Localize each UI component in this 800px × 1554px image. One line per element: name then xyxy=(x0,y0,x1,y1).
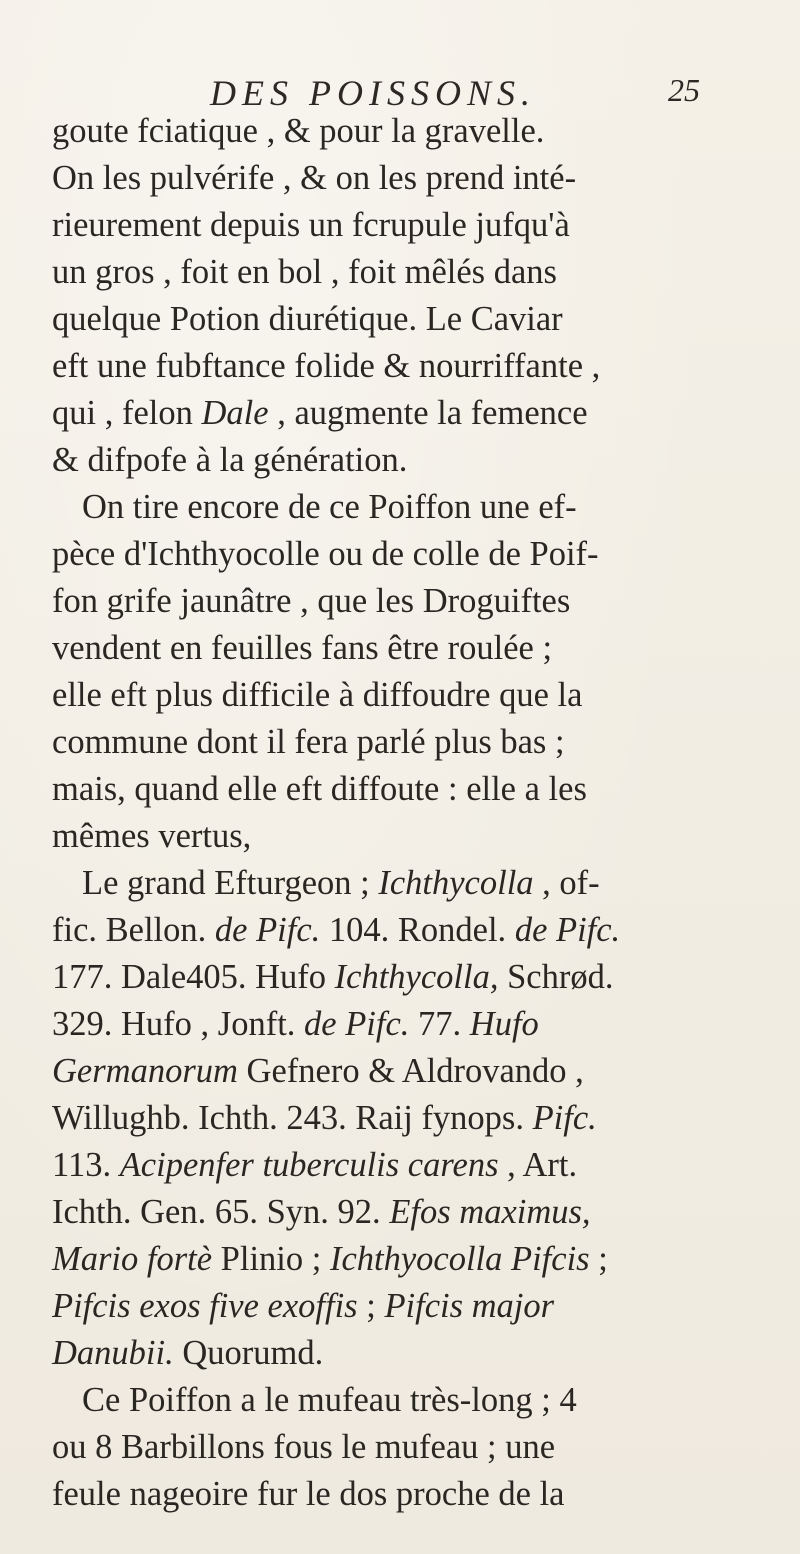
text-line: commune dont il fera parlé plus bas ; xyxy=(52,723,565,761)
body-text xyxy=(52,108,792,1518)
text-line: & difpofe à la génération. xyxy=(52,441,408,479)
text-line: On tire encore de ce Poiffon une ef- xyxy=(82,488,577,526)
text-line: rieurement depuis un fcrupule jufqu'à xyxy=(52,206,570,244)
text-line: Willughb. Ichth. 243. Raij fynops. Pifc. xyxy=(52,1099,597,1137)
text-line: pèce d'Ichthyocolle ou de colle de Poif- xyxy=(52,535,599,573)
text-line: goute fciatique , & pour la gravelle. xyxy=(52,112,545,150)
text-line: 177. Dale405. Hufo Ichthycolla, Schrød. xyxy=(52,958,614,996)
text-line: quelque Potion diurétique. Le Caviar xyxy=(52,300,563,338)
text-line: mêmes vertus, xyxy=(52,817,252,855)
text-line: Mario fortè Plinio ; Ichthyocolla Pifcis ; xyxy=(52,1240,608,1278)
running-head xyxy=(0,72,800,112)
text-line: Ce Poiffon a le mufeau très-long ; 4 xyxy=(82,1381,577,1419)
text-line: qui , felon Dale , augmente la femence xyxy=(52,394,588,432)
text-line: fon grife jaunâtre , que les Droguiftes xyxy=(52,582,571,620)
text-line: On les pulvérife , & on les prend inté- xyxy=(52,159,577,197)
text-line: vendent en feuilles fans être roulée ; xyxy=(52,629,553,667)
running-title: DES POISSONS. xyxy=(210,73,536,113)
text-line: Pifcis exos five exoffis ; Pifcis major xyxy=(52,1287,555,1325)
text-line: 113. Acipenfer tuberculis carens , Art. xyxy=(52,1146,578,1184)
page-number: 25 xyxy=(668,72,700,108)
text-line: Danubii. Quorumd. xyxy=(52,1334,324,1372)
text-line: feule nageoire fur le dos proche de la xyxy=(52,1475,565,1513)
text-line: Le grand Efturgeon ; Ichthycolla , of- xyxy=(82,864,600,902)
text-line: fic. Bellon. de Pifc. 104. Rondel. de Pifc. xyxy=(52,911,621,949)
text-line: mais, quand elle eft diffoute : elle a les xyxy=(52,770,587,808)
text-line: Ichth. Gen. 65. Syn. 92. Efos maximus, xyxy=(52,1193,591,1231)
text-line: eft une fubftance folide & nourriffante , xyxy=(52,347,601,385)
text-line: 329. Hufo , Jonft. de Pifc. 77. Hufo xyxy=(52,1005,539,1043)
text-line: elle eft plus difficile à diffoudre que la xyxy=(52,676,583,714)
text-line: un gros , foit en bol , foit mêlés dans xyxy=(52,253,557,291)
text-line: Germanorum Gefnero & Aldrovando , xyxy=(52,1052,584,1090)
text-line: ou 8 Barbillons fous le mufeau ; une xyxy=(52,1428,556,1466)
